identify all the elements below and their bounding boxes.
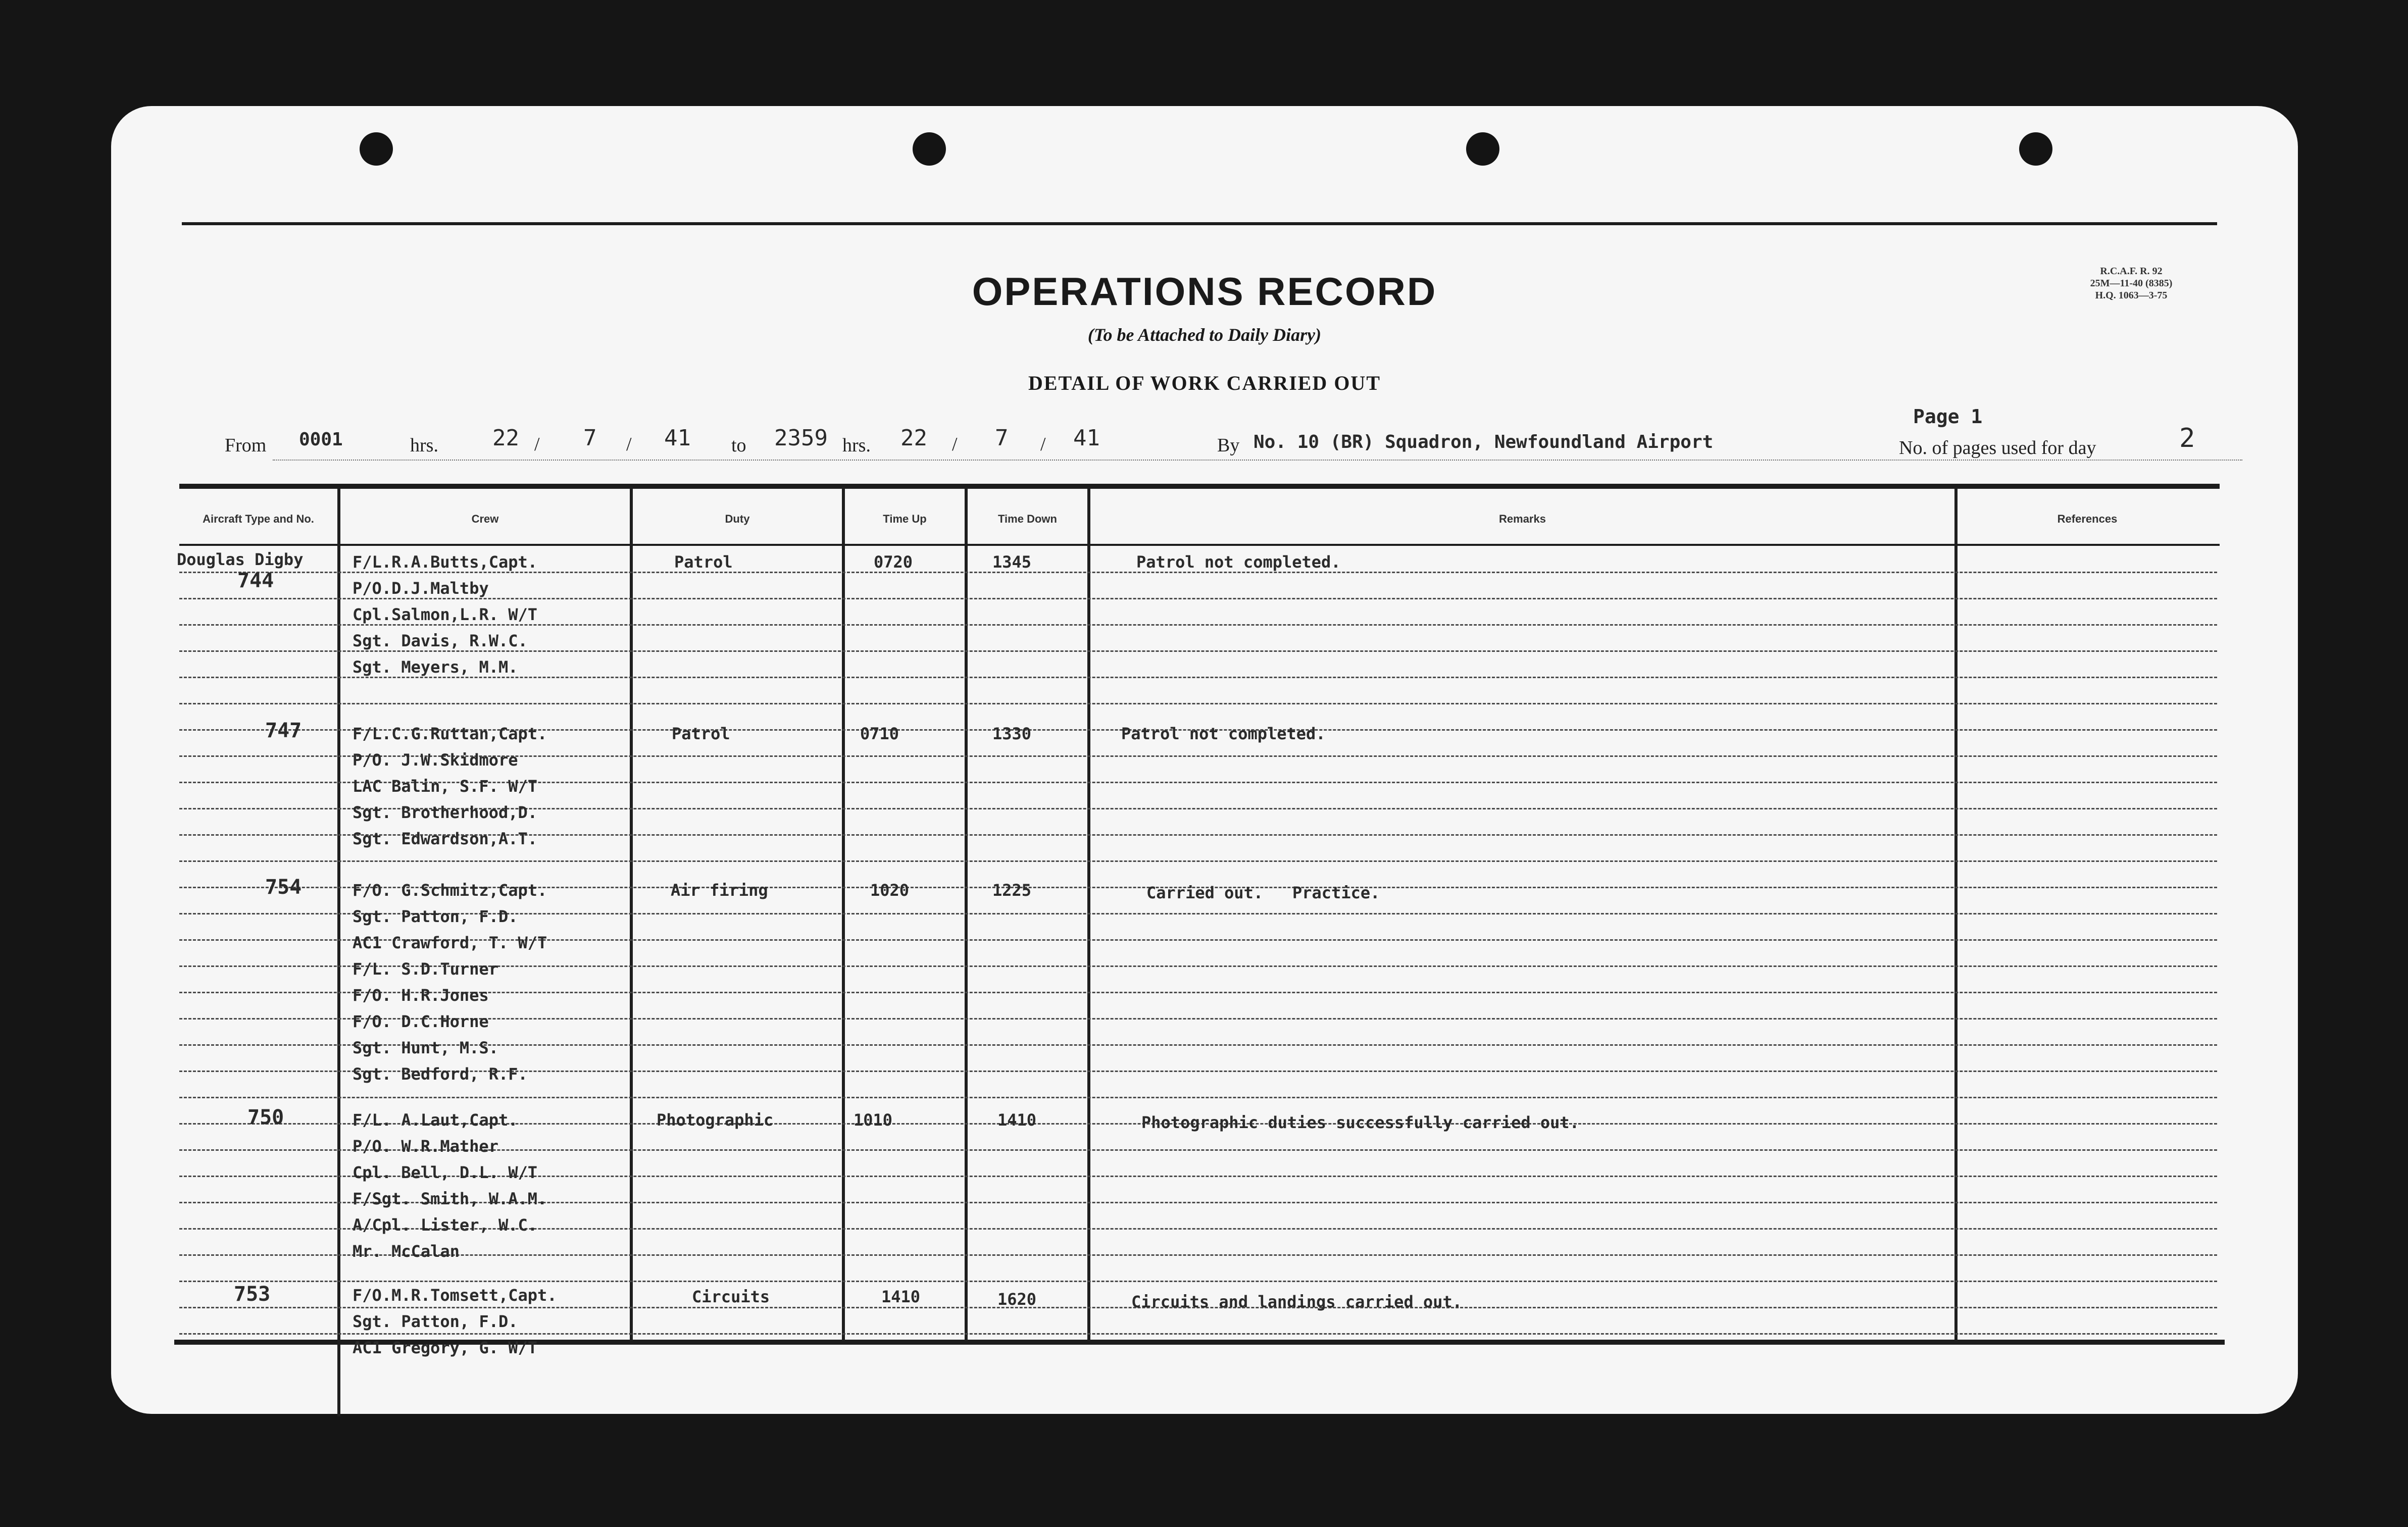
binder-hole: [360, 132, 393, 166]
ruled-line: [179, 1097, 2217, 1098]
date-slash: /: [534, 434, 540, 455]
to-label: to: [731, 435, 746, 456]
time-down: 1330: [992, 724, 1032, 743]
crew-member: Sgt. Hunt, M.S.: [353, 1038, 498, 1057]
ruled-line: [179, 860, 2217, 862]
squadron: No. 10 (BR) Squadron, Newfoundland Airport: [1253, 432, 1714, 452]
crew-member: LAC Balin, S.F. W/T: [353, 777, 538, 796]
column-header-references: References: [2057, 513, 2118, 525]
binder-hole: [2019, 132, 2052, 166]
aircraft-number: 753: [234, 1283, 271, 1306]
column-header-remarks: Remarks: [1499, 513, 1546, 525]
crew-member: Sgt. Bedford, R.F.: [353, 1064, 528, 1084]
crew-member: F/L.C.G.Ruttan,Capt.: [353, 724, 547, 743]
operations-record-card: [111, 106, 2298, 1414]
page-number: Page 1: [1913, 405, 1983, 428]
form-code-line: 25M—11-40 (8385): [2090, 278, 2173, 289]
to-month: 7: [995, 425, 1009, 451]
time-down: 1620: [997, 1290, 1037, 1309]
duty: Air firing: [671, 881, 768, 900]
column-header-time-down: Time Down: [998, 513, 1057, 525]
to-time: 2359: [774, 425, 828, 451]
pages-used-label: No. of pages used for day: [1899, 437, 2096, 459]
time-up: 0720: [874, 552, 913, 572]
crew-member: F/Sgt. Smith, W.A.M.: [353, 1189, 547, 1208]
time-up: 0710: [860, 724, 899, 743]
ruled-line: [179, 1281, 2217, 1282]
crew-member: F/L.R.A.Butts,Capt.: [353, 552, 538, 572]
duty: Patrol: [674, 552, 733, 572]
column-header-duty: Duty: [725, 513, 750, 525]
time-down: 1345: [992, 552, 1032, 572]
form-code-line: R.C.A.F. R. 92: [2100, 266, 2163, 277]
crew-member: F/O. D.C.Horne: [353, 1012, 489, 1031]
crew-member: F/L. A.Laut,Capt.: [353, 1110, 518, 1130]
binder-hole: [913, 132, 946, 166]
hrs-label: hrs.: [410, 435, 438, 456]
crew-member: F/O.M.R.Tomsett,Capt.: [353, 1286, 557, 1305]
to-year: 41: [1073, 425, 1100, 451]
from-label: From: [225, 435, 267, 456]
duty: Photographic: [657, 1110, 774, 1130]
to-day: 22: [900, 425, 927, 451]
crew-member: Mr. McCalan: [353, 1242, 460, 1261]
time-down: 1410: [997, 1110, 1037, 1130]
crew-member: P/O. W.R.Mather: [353, 1137, 498, 1156]
crew-member: AC1 Crawford, T. W/T: [353, 933, 547, 952]
crew-member: Sgt. Edwardson,A.T.: [353, 829, 538, 848]
aircraft-number: 744: [237, 569, 274, 592]
pages-used-value: 2: [2179, 423, 2195, 453]
crew-member: P/O. J.W.Skidmore: [353, 750, 518, 770]
crew-member: Sgt. Meyers, M.M.: [353, 657, 518, 677]
crew-member: Cpl.Salmon,L.R. W/T: [353, 605, 538, 624]
remarks: Photographic duties successfully carried out.: [1141, 1113, 1579, 1132]
section-heading: DETAIL OF WORK CARRIED OUT: [1028, 372, 1381, 394]
crew-member: AC1 Gregory, G. W/T: [353, 1338, 538, 1357]
crew-member: Sgt. Patton, F.D.: [353, 907, 518, 926]
crew-list: [353, 549, 537, 681]
crew-member: F/O. H.R.Jones: [353, 986, 489, 1005]
time-up: 1410: [881, 1287, 921, 1306]
page-title: OPERATIONS RECORD: [972, 269, 1437, 314]
from-time: 0001: [299, 429, 343, 450]
date-slash: /: [952, 434, 958, 455]
crew-list: [353, 878, 547, 1088]
form-code-line: H.Q. 1063—3-75: [2095, 290, 2168, 301]
crew-member: Sgt. Patton, F.D.: [353, 1312, 518, 1331]
remarks: Circuits and landings carried out.: [1131, 1292, 1463, 1311]
aircraft-number: 747: [265, 719, 302, 742]
remarks: Carried out. Practice.: [1146, 883, 1380, 902]
table-top-rule: [179, 484, 2220, 489]
crew-member: Sgt. Davis, R.W.C.: [353, 631, 528, 650]
crew-member: Cpl. Bell, D.L. W/T: [353, 1163, 538, 1182]
column-divider: [337, 487, 340, 1416]
header-fill-line: [273, 460, 2242, 461]
column-header-aircraft: Aircraft Type and No.: [203, 513, 314, 525]
time-up: 1010: [854, 1110, 893, 1130]
crew-list: [353, 1283, 557, 1361]
crew-member: Sgt. Brotherhood,D.: [353, 803, 538, 822]
hrs-label: hrs.: [842, 435, 871, 456]
from-year: 41: [664, 425, 691, 451]
by-label: By: [1217, 435, 1240, 456]
ruled-line: [179, 703, 2217, 704]
column-header-crew: Crew: [471, 513, 499, 525]
date-slash: /: [1040, 434, 1046, 455]
crew-member: F/O. G.Schmitz,Capt.: [353, 881, 547, 900]
crew-member: P/O.D.J.Maltby: [353, 579, 489, 598]
time-down: 1225: [992, 881, 1032, 900]
crew-member: A/Cpl. Lister, W.C.: [353, 1215, 538, 1235]
time-up: 1020: [870, 881, 910, 900]
column-header-time-up: Time Up: [883, 513, 927, 525]
duty: Circuits: [692, 1287, 770, 1306]
table-header-rule: [179, 544, 2220, 546]
page-subtitle: (To be Attached to Daily Diary): [1087, 325, 1322, 345]
crew-list: [353, 721, 547, 852]
remarks: Patrol not completed.: [1121, 724, 1326, 743]
crew-member: F/L. S.D.Turner: [353, 959, 498, 979]
aircraft-number: 750: [247, 1106, 284, 1129]
date-slash: /: [626, 434, 632, 455]
crew-list: [353, 1107, 547, 1265]
from-day: 22: [492, 425, 519, 451]
aircraft-number: 754: [265, 876, 302, 899]
from-month: 7: [583, 425, 597, 451]
binder-hole: [1466, 132, 1499, 166]
aircraft-type: Douglas Digby: [177, 550, 304, 569]
duty: Patrol: [672, 724, 730, 743]
top-rule: [182, 222, 2217, 225]
remarks: Patrol not completed.: [1136, 552, 1341, 572]
